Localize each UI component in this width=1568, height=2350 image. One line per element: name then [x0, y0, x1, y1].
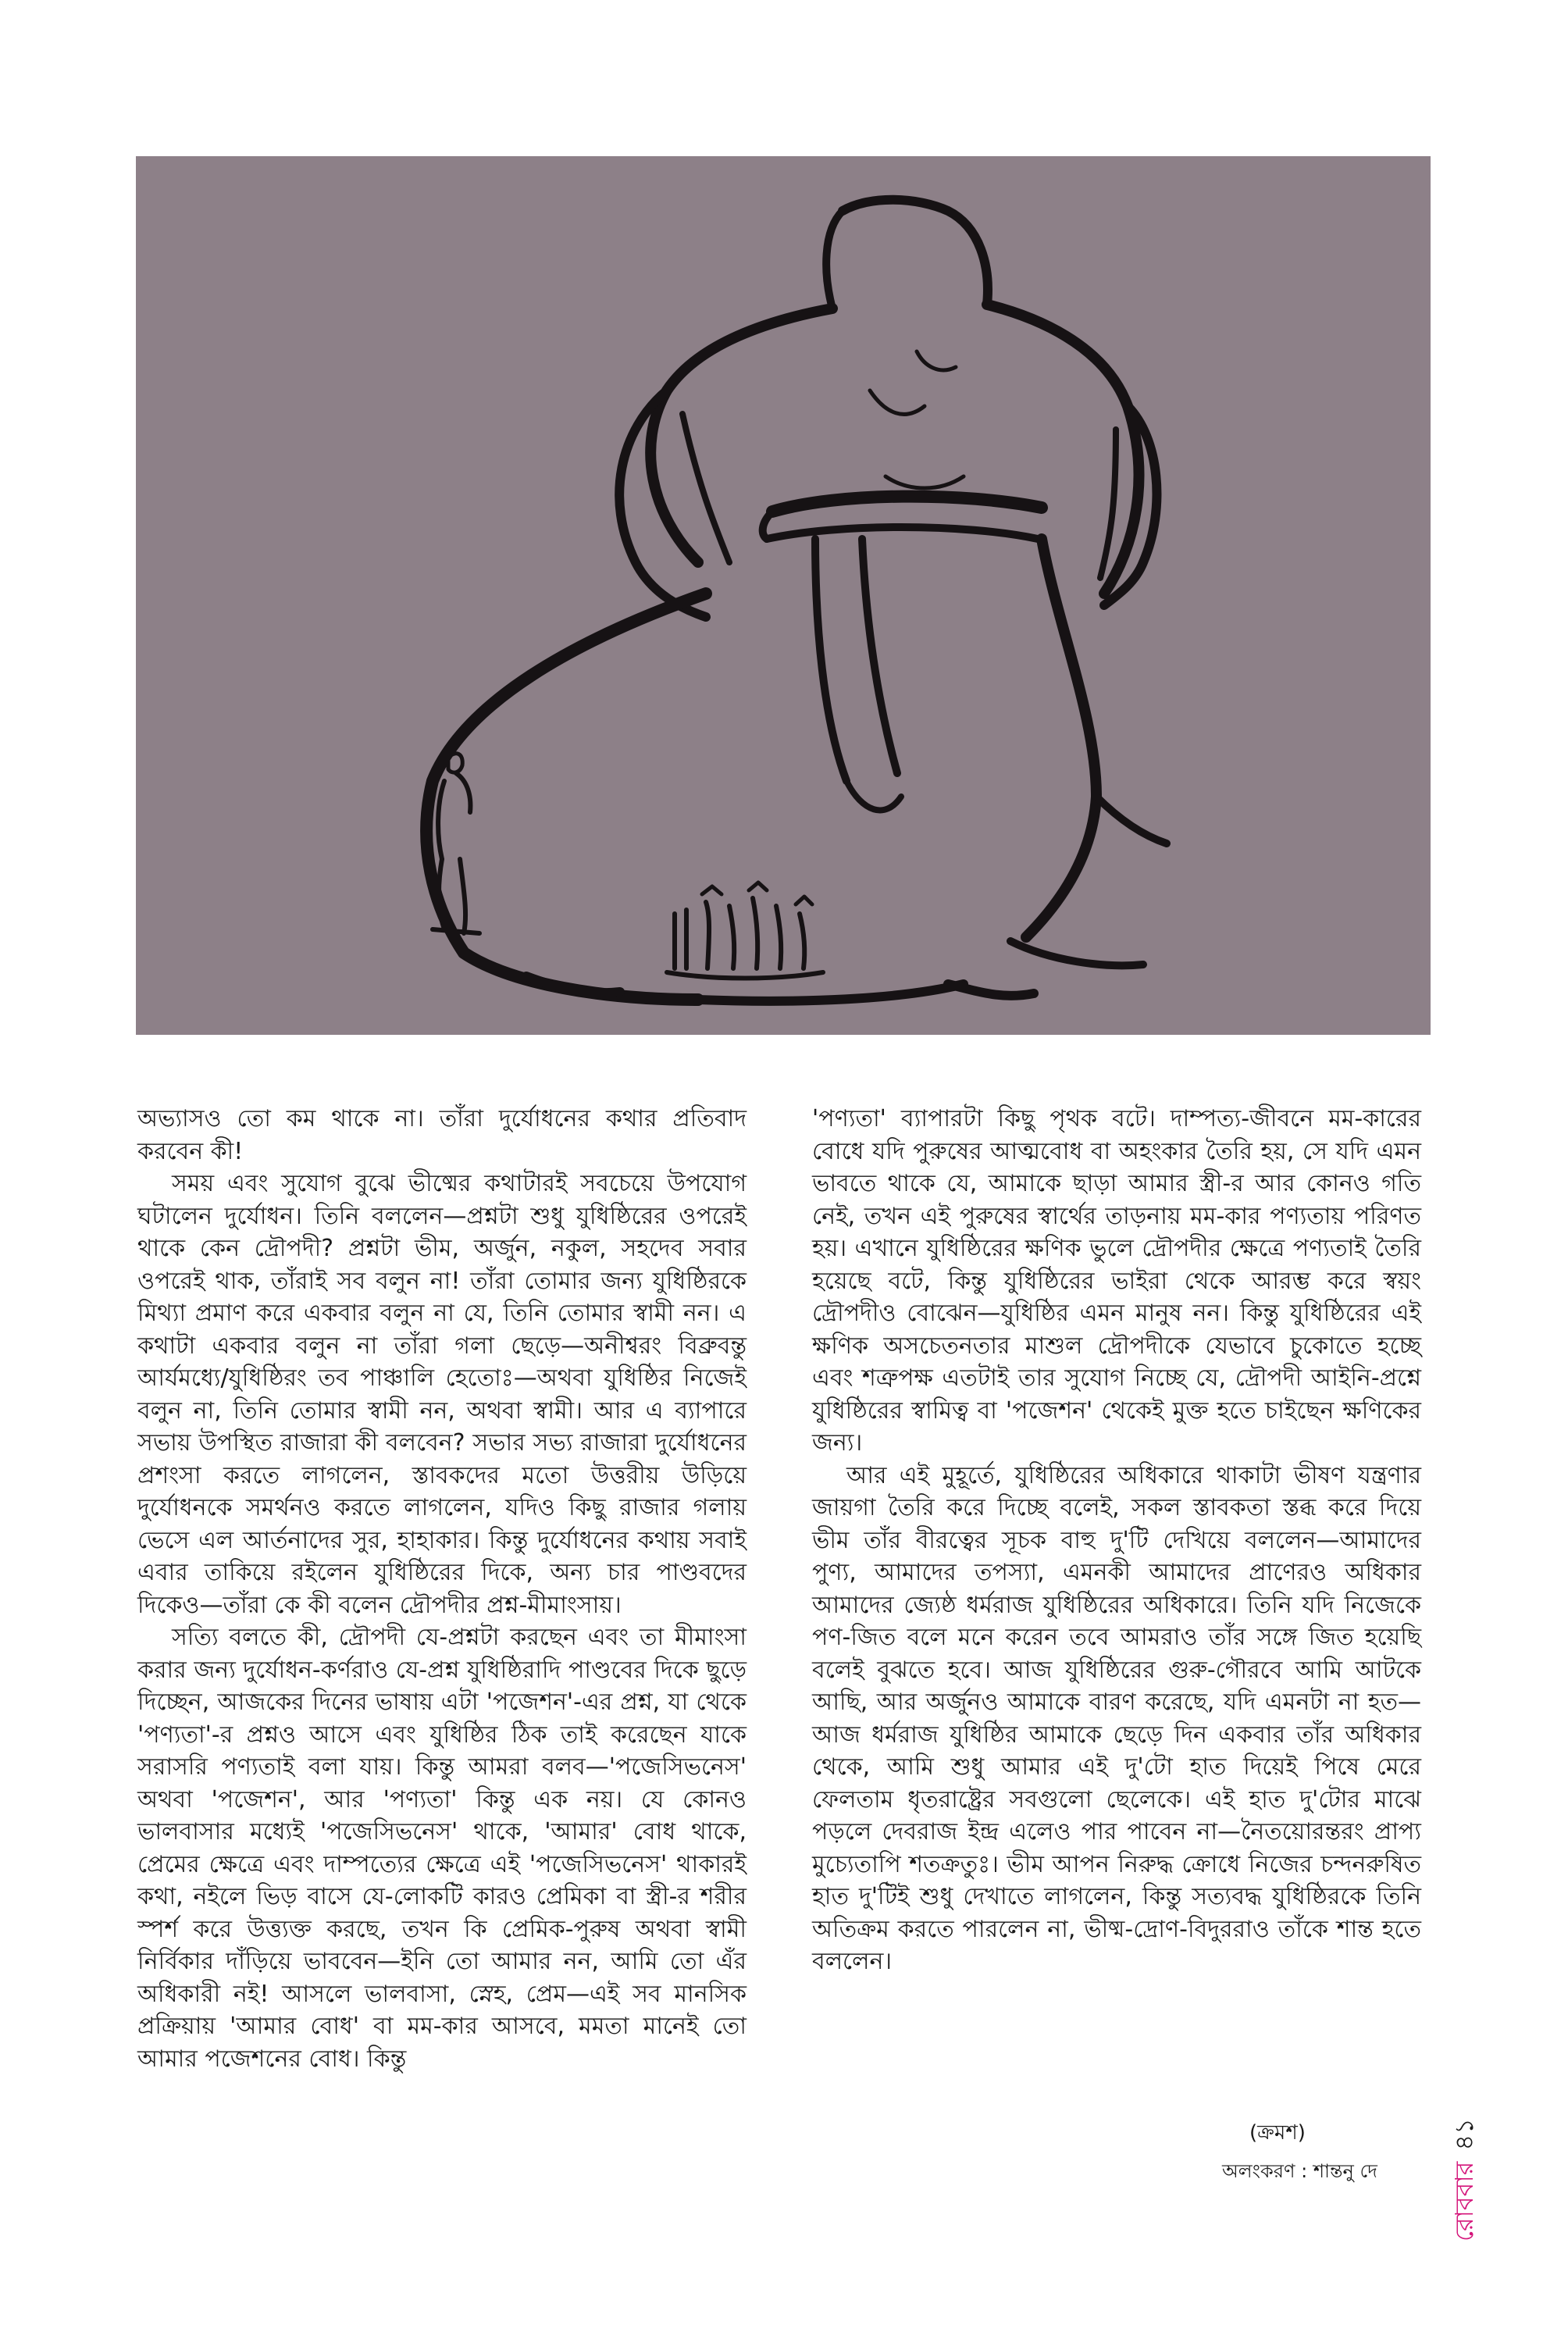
bhima-illustration	[136, 156, 1431, 1035]
continued-note: (ক্রমশ)	[1249, 2121, 1306, 2145]
paragraph: 'পণ্যতা' ব্যাপারটা কিছু পৃথক বটে। দাম্পত্য-জীবনে মম-কারের বোধে যদি পুরুষের আত্মবোধ বা অহংকার তৈরি হয়, সে যদি এমন ভাবতে থাকে যে, আমাকে ছাড়া আমার স্ত্রী-র আর কোনও গতি নেই, তখন এই পুরুষের স্বার্থের তাড়নায় মম-কার পণ্যতায় পরিণত হয়। এখানে যুধিষ্ঠিরের ক্ষণিক ভুলে দ্রৌপদীর ক্ষেত্রে পণ্যতাই তৈরি হয়েছে বটে, কিন্তু যুধিষ্ঠিরের ভাইরা থেকে আরম্ভ করে স্বয়ং দ্রৌপদীও বোঝেন—যুধিষ্ঠির এমন মানুষ নন। কিন্তু যুধিষ্ঠিরের এই ক্ষণিক অসচেতনতার মাশুল দ্রৌপদীকে যেভাবে চুকোতে হচ্ছে এবং শত্রুপক্ষ এতটাই তার সুযোগ নিচ্ছে যে, দ্রৌপদী আইনি-প্রশ্নে যুধিষ্ঠিরের স্বামিত্ব বা 'পজেশন' থেকেই মুক্ত হতে চাইছেন ক্ষণিকের জন্য।	[812, 1105, 1421, 1457]
paragraph: আর এই মুহূর্তে, যুধিষ্ঠিরের অধিকারে থাকাটা ভীষণ যন্ত্রণার জায়গা তৈরি করে দিচ্ছে বলেই, সকল স্তাবকতা স্তব্ধ করে দিয়ে ভীম তাঁর বীরত্বের সূচক বাহু দু'টি দেখিয়ে বললেন—আমাদের পুণ্য, আমাদের তপস্যা, এমনকী আমাদের প্রাণেরও অধিকার আমাদের জ্যেষ্ঠ ধর্মরাজ যুধিষ্ঠিরের অধিকারে। তিনি যদি নিজেকে পণ-জিত বলে মনে করেন তবে আমরাও তাঁর সঙ্গে জিত হয়েছি বলেই বুঝতে হবে। আজ যুধিষ্ঠিরের গুরু-গৌরবে আমি আটকে আছি, আর অর্জুনও আমাকে বারণ করেছে, যদি এমনটা না হত—আজ ধর্মরাজ যুধিষ্ঠির আমাকে ছেড়ে দিন একবার তাঁর অধিকার থেকে, আমি শুধু আমার এই দু'টো হাত দিয়েই পিষে মেরে ফেলতাম ধৃতরাষ্ট্রের সবগুলো ছেলেকে। এই হাত দু'টোর মাঝে পড়লে দেবরাজ ইন্দ্র এলেও পার পাবেন না—নৈতয়োরন্তরং প্রাপ্য মুচ্যেতাপি শতক্রতুঃ। ভীম আপন নিরুদ্ধ ক্রোধে নিজের চন্দনরুষিত হাত দু'টিই শুধু দেখাতে লাগলেন, কিন্তু সত্যবদ্ধ যুধিষ্ঠিরকে তিনি অতিক্রম করতে পারলেন না, ভীষ্ম-দ্রোণ-বিদুররাও তাঁকে শান্ত হতে বললেন।	[812, 1461, 1421, 1975]
page-number: ৪১	[1449, 2118, 1479, 2151]
paragraph: অভ্যাসও তো কম থাকে না। তাঁরা দুর্যোধনের কথার প্রতিবাদ করবেন কী!	[137, 1105, 747, 1165]
paragraph: সময় এবং সুযোগ বুঝে ভীষ্মের কথাটারই সবচেয়ে উপযোগ ঘটালেন দুর্যোধন। তিনি বললেন—প্রশ্নটা শুধু যুধিষ্ঠিরের ওপরেই থাকে কেন দ্রৌপদী? প্রশ্নটা ভীম, অর্জুন, নকুল, সহদেব সবার ওপরেই থাক, তাঁরাই সব বলুন না! তাঁরা তোমার জন্য যুধিষ্ঠিরকে মিথ্যা প্রমাণ করে একবার বলুন না যে, তিনি তোমার স্বামী নন। এ কথাটা একবার বলুন না তাঁরা গলা ছেড়ে—অনীশ্বরং বিব্রুবন্তু আর্যমধ্যে/যুধিষ্ঠিরং তব পাঞ্চালি হেতোঃ—অথবা যুধিষ্ঠির নিজেই বলুন না, তিনি তোমার স্বামী নন, অথবা স্বামী। আর এ ব্যাপারে সভায় উপস্থিত রাজারা কী বলবেন? সভার সভ্য রাজারা দুর্যোধনের প্রশংসা করতে লাগলেন, স্তাবকদের মতো উত্তরীয় উড়িয়ে দুর্যোধনকে সমর্থনও করতে লাগলেন, যদিও কিছু রাজার গলায় ভেসে এল আর্তনাদের সুর, হাহাকার। কিন্তু দুর্যোধনের কথায় সবাই এবার তাকিয়ে রইলেন যুধিষ্ঠিরের দিকে, অন্য চার পাণ্ডবদের দিকেও—তাঁরা কে কী বলেন দ্রৌপদীর প্রশ্ন-মীমাংসায়।	[137, 1170, 747, 1619]
magazine-name: রোববার	[1449, 2161, 1479, 2241]
article-column-left	[137, 1103, 747, 2075]
illustration-credit: অলংকরণ : শান্তনু দে	[1222, 2160, 1377, 2182]
page-side-mark	[1445, 2118, 1487, 2241]
article-column-right	[812, 1103, 1421, 1978]
illustration	[136, 156, 1431, 1035]
paragraph: সত্যি বলতে কী, দ্রৌপদী যে-প্রশ্নটা করছেন এবং তা মীমাংসা করার জন্য দুর্যোধন-কর্ণরাও যে-প্রশ্ন যুধিষ্ঠিরাদি পাণ্ডবের দিকে ছুড়ে দিচ্ছেন, আজকের দিনের ভাষায় এটা 'পজেশন'-এর প্রশ্ন, যা থেকে 'পণ্যতা'-র প্রশ্নও আসে এবং যুধিষ্ঠির ঠিক তাই করেছেন যাকে সরাসরি পণ্যতাই বলা যায়। কিন্তু আমরা বলব—'পজেসিভনেস' অথবা 'পজেশন', আর 'পণ্যতা' কিন্তু এক নয়। যে কোনও ভালবাসার মধ্যেই 'পজেসিভনেস' থাকে, 'আমার' বোধ থাকে, প্রেমের ক্ষেত্রে এবং দাম্পত্যের ক্ষেত্রে এই 'পজেসিভনেস' থাকারই কথা, নইলে ভিড় বাসে যে-লোকটি কারও প্রেমিকা বা স্ত্রী-র শরীর স্পর্শ করে উত্ত্যক্ত করছে, তখন কি প্রেমিক-পুরুষ অথবা স্বামী নির্বিকার দাঁড়িয়ে ভাববেন—ইনি তো আমার নন, আমি তো এঁর অধিকারী নই! আসলে ভালবাসা, স্নেহ, প্রেম—এই সব মানসিক প্রক্রিয়ায় 'আমার বোধ' বা মম-কার আসবে, মমতা মানেই তো আমার পজেশনের বোধ। কিন্তু	[137, 1624, 747, 2073]
